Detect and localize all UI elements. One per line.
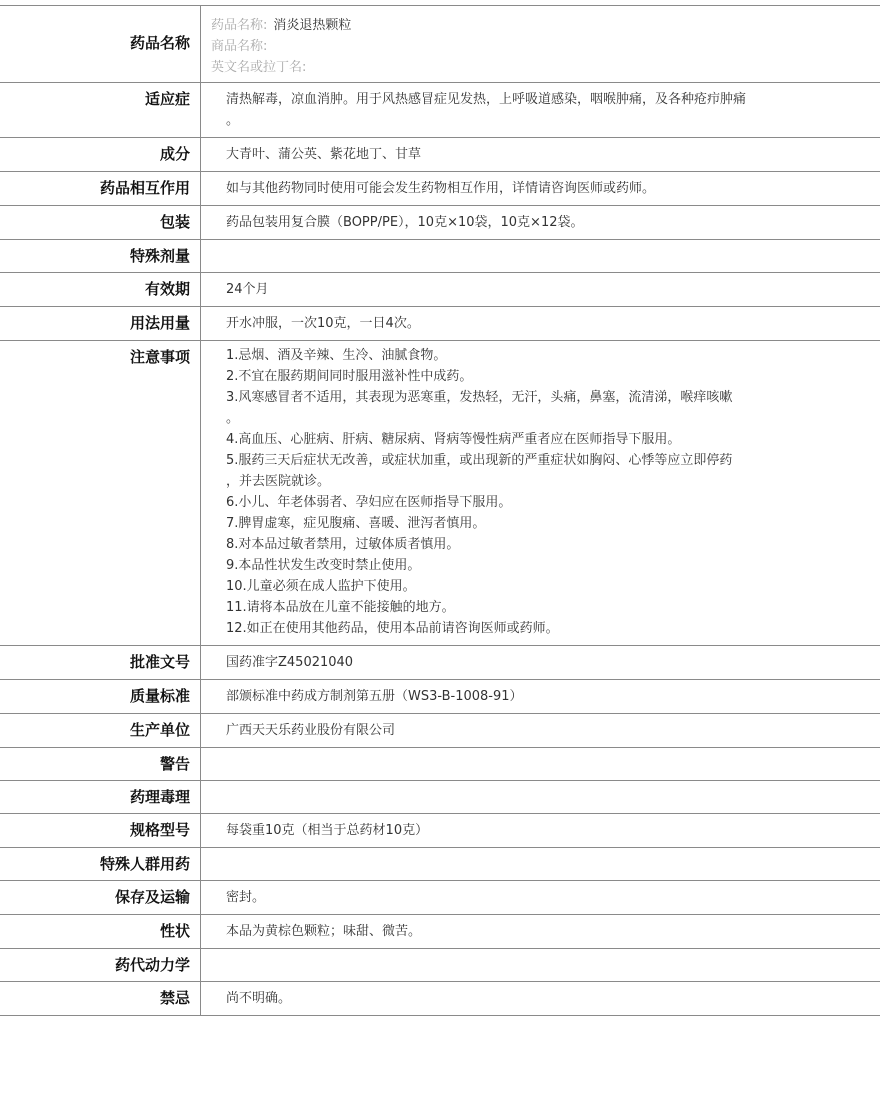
value-contraindications: 尚不明确。 <box>201 982 880 1016</box>
note-line: 9.本品性状发生改变时禁止使用。 <box>226 558 421 573</box>
value-validity: 24个月 <box>201 273 880 307</box>
value-approval: 国药准字Z45021040 <box>201 646 880 680</box>
label-manufacturer: 生产单位 <box>0 714 201 748</box>
row-manufacturer <box>0 714 880 748</box>
row-approval <box>0 646 880 680</box>
row-pharmacology <box>0 781 880 814</box>
row-ingredients <box>0 138 880 172</box>
note-line: 3.风寒感冒者不适用，其表现为恶寒重，发热轻，无汗，头痛，鼻塞，流清涕，喉痒咳嗽 <box>226 390 733 405</box>
label-notes: 注意事项 <box>0 341 201 646</box>
generic-name-value: 消炎退热颗粒 <box>273 18 352 33</box>
row-specification <box>0 814 880 848</box>
row-description <box>0 915 880 949</box>
row-indications <box>0 83 880 138</box>
label-interactions: 药品相互作用 <box>0 172 201 206</box>
row-validity <box>0 273 880 307</box>
row-packaging <box>0 206 880 240</box>
value-pharmacokinetics <box>201 949 880 982</box>
label-packaging: 包装 <box>0 206 201 240</box>
label-special-dosage: 特殊剂量 <box>0 240 201 273</box>
value-storage: 密封。 <box>201 881 880 915</box>
label-special-population: 特殊人群用药 <box>0 848 201 881</box>
value-special-dosage <box>201 240 880 273</box>
value-notes <box>201 341 880 646</box>
note-line: 12.如正在使用其他药品，使用本品前请咨询医师或药师。 <box>226 621 559 636</box>
row-standard <box>0 680 880 714</box>
generic-name-line <box>211 15 790 36</box>
value-specification: 每袋重10克（相当于总药材10克） <box>201 814 880 848</box>
value-indications <box>201 83 880 138</box>
row-notes <box>0 341 880 646</box>
indications-tail: 。 <box>226 113 240 128</box>
value-special-population <box>201 848 880 881</box>
row-drug-name <box>0 6 880 83</box>
value-warning <box>201 748 880 781</box>
value-manufacturer: 广西天天乐药业股份有限公司 <box>201 714 880 748</box>
label-pharmacology: 药理毒理 <box>0 781 201 814</box>
note-line: ，并去医院就诊。 <box>226 474 331 489</box>
label-pharmacokinetics: 药代动力学 <box>0 949 201 982</box>
value-ingredients: 大青叶、蒲公英、紫花地丁、甘草 <box>201 138 880 172</box>
note-line: 7.脾胃虚寒，症见腹痛、喜暖、泄泻者慎用。 <box>226 516 486 531</box>
trade-name-line <box>211 36 790 57</box>
latin-name-line <box>211 57 790 78</box>
label-approval: 批准文号 <box>0 646 201 680</box>
label-indications: 适应症 <box>0 83 201 138</box>
value-pharmacology <box>201 781 880 814</box>
note-line: 。 <box>226 411 240 426</box>
row-special-dosage <box>0 240 880 273</box>
row-warning <box>0 748 880 781</box>
label-storage: 保存及运输 <box>0 881 201 915</box>
label-standard: 质量标准 <box>0 680 201 714</box>
value-packaging: 药品包装用复合膜（BOPP/PE），10克×10袋，10克×12袋。 <box>201 206 880 240</box>
latin-name-key: 英文名或拉丁名: <box>211 60 307 75</box>
row-contraindications <box>0 982 880 1016</box>
label-specification: 规格型号 <box>0 814 201 848</box>
note-line: 8.对本品过敏者禁用，过敏体质者慎用。 <box>226 537 460 552</box>
value-usage: 开水冲服，一次10克，一日4次。 <box>201 307 880 341</box>
note-line: 10.儿童必须在成人监护下使用。 <box>226 579 416 594</box>
drug-name-block <box>201 6 880 83</box>
label-validity: 有效期 <box>0 273 201 307</box>
label-description: 性状 <box>0 915 201 949</box>
note-line: 5.服药三天后症状无改善，或症状加重，或出现新的严重症状如胸闷、心悸等应立即停药 <box>226 453 733 468</box>
row-usage <box>0 307 880 341</box>
row-pharmacokinetics <box>0 949 880 982</box>
row-interactions <box>0 172 880 206</box>
value-standard: 部颁标准中药成方制剂第五册（WS3-B-1008-91） <box>201 680 880 714</box>
note-line: 1.忌烟、酒及辛辣、生冷、油腻食物。 <box>226 348 447 363</box>
label-contraindications: 禁忌 <box>0 982 201 1016</box>
label-usage: 用法用量 <box>0 307 201 341</box>
note-line: 4.高血压、心脏病、肝病、糖尿病、肾病等慢性病严重者应在医师指导下服用。 <box>226 432 681 447</box>
drug-info-table <box>0 5 880 1016</box>
note-line: 6.小儿、年老体弱者、孕妇应在医师指导下服用。 <box>226 495 512 510</box>
generic-name-key: 药品名称: <box>211 18 268 33</box>
value-description: 本品为黄棕色颗粒；味甜、微苦。 <box>201 915 880 949</box>
row-storage <box>0 881 880 915</box>
note-line: 2.不宜在服药期间同时服用滋补性中成药。 <box>226 369 473 384</box>
note-line: 11.请将本品放在儿童不能接触的地方。 <box>226 600 455 615</box>
indications-text: 清热解毒，凉血消肿。用于风热感冒症见发热，上呼吸道感染，咽喉肿痛，及各种疮疖肿痛 <box>226 92 747 107</box>
trade-name-key: 商品名称: <box>211 39 268 54</box>
label-drug-name: 药品名称 <box>0 6 201 83</box>
row-special-population <box>0 848 880 881</box>
label-warning: 警告 <box>0 748 201 781</box>
label-ingredients: 成分 <box>0 138 201 172</box>
value-interactions: 如与其他药物同时使用可能会发生药物相互作用，详情请咨询医师或药师。 <box>201 172 880 206</box>
